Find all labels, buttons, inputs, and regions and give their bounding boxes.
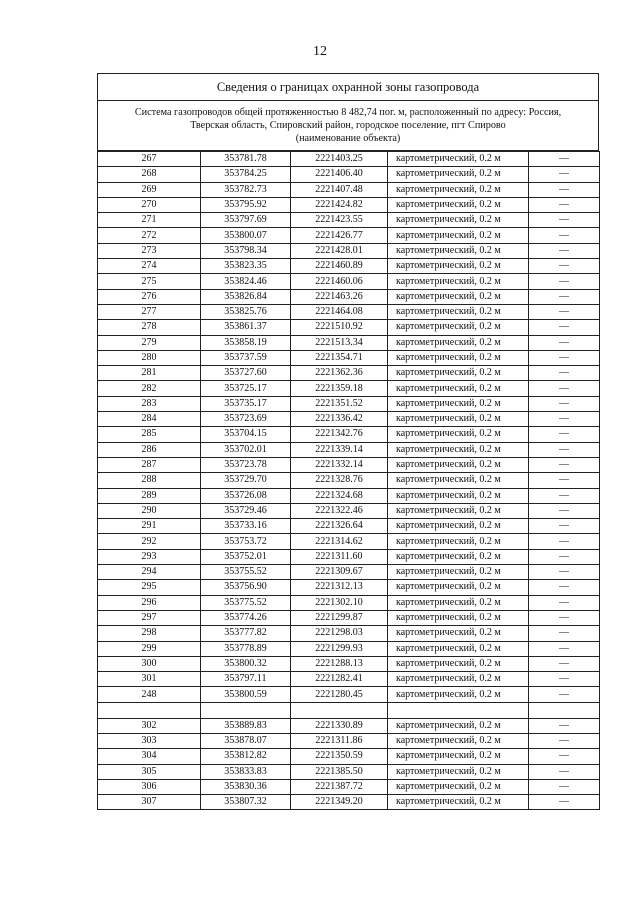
object-description xyxy=(97,101,599,151)
method-accuracy: картометрический, 0.2 м xyxy=(388,427,529,442)
description: — xyxy=(529,534,600,549)
coordinate-x: 353723.78 xyxy=(201,457,291,472)
point-number: 277 xyxy=(98,304,201,319)
method-accuracy: картометрический, 0.2 м xyxy=(388,565,529,580)
method-accuracy: картометрический, 0.2 м xyxy=(388,672,529,687)
method-accuracy: картометрический, 0.2 м xyxy=(388,228,529,243)
coordinates-table xyxy=(97,151,600,810)
coordinate-y: 2221311.60 xyxy=(291,549,388,564)
method-accuracy: картометрический, 0.2 м xyxy=(388,610,529,625)
table-row xyxy=(98,795,600,810)
point-number: 284 xyxy=(98,412,201,427)
description: — xyxy=(529,228,600,243)
method-accuracy: картометрический, 0.2 м xyxy=(388,641,529,656)
method-accuracy: картометрический, 0.2 м xyxy=(388,213,529,228)
coordinate-x: 353889.83 xyxy=(201,718,291,733)
table-row xyxy=(98,641,600,656)
description: — xyxy=(529,350,600,365)
point-number: 303 xyxy=(98,733,201,748)
table-cell-empty xyxy=(201,702,291,718)
table-row xyxy=(98,412,600,427)
coordinate-y: 2221403.25 xyxy=(291,152,388,167)
point-number: 280 xyxy=(98,350,201,365)
point-number: 281 xyxy=(98,366,201,381)
table-cell-empty xyxy=(529,702,600,718)
point-number: 297 xyxy=(98,610,201,625)
coordinate-y: 2221302.10 xyxy=(291,595,388,610)
description: — xyxy=(529,626,600,641)
table-row xyxy=(98,197,600,212)
coordinate-x: 353833.83 xyxy=(201,764,291,779)
coordinate-y: 2221314.62 xyxy=(291,534,388,549)
method-accuracy: картометрический, 0.2 м xyxy=(388,457,529,472)
coordinate-x: 353723.69 xyxy=(201,412,291,427)
table-row xyxy=(98,289,600,304)
table-row xyxy=(98,580,600,595)
description: — xyxy=(529,656,600,671)
method-accuracy: картометрический, 0.2 м xyxy=(388,167,529,182)
coordinate-y: 2221336.42 xyxy=(291,412,388,427)
description: — xyxy=(529,427,600,442)
table-row xyxy=(98,565,600,580)
coordinate-x: 353861.37 xyxy=(201,320,291,335)
point-number: 276 xyxy=(98,289,201,304)
description: — xyxy=(529,519,600,534)
description: — xyxy=(529,595,600,610)
coordinate-y: 2221309.67 xyxy=(291,565,388,580)
table-row xyxy=(98,381,600,396)
coordinate-y: 2221407.48 xyxy=(291,182,388,197)
coordinate-x: 353702.01 xyxy=(201,442,291,457)
coordinate-x: 353733.16 xyxy=(201,519,291,534)
table-row xyxy=(98,503,600,518)
table-row xyxy=(98,549,600,564)
point-number: 272 xyxy=(98,228,201,243)
description: — xyxy=(529,274,600,289)
coordinate-y: 2221362.36 xyxy=(291,366,388,381)
coordinate-y: 2221354.71 xyxy=(291,350,388,365)
description: — xyxy=(529,488,600,503)
point-number: 274 xyxy=(98,259,201,274)
method-accuracy: картометрический, 0.2 м xyxy=(388,549,529,564)
coordinate-y: 2221463.26 xyxy=(291,289,388,304)
point-number: 304 xyxy=(98,749,201,764)
coordinate-x: 353753.72 xyxy=(201,534,291,549)
point-number: 279 xyxy=(98,335,201,350)
coordinate-y: 2221342.76 xyxy=(291,427,388,442)
method-accuracy: картометрический, 0.2 м xyxy=(388,304,529,319)
point-number: 287 xyxy=(98,457,201,472)
method-accuracy: картометрический, 0.2 м xyxy=(388,320,529,335)
coordinate-y: 2221387.72 xyxy=(291,779,388,794)
method-accuracy: картометрический, 0.2 м xyxy=(388,396,529,411)
coordinate-y: 2221428.01 xyxy=(291,243,388,258)
method-accuracy: картометрический, 0.2 м xyxy=(388,366,529,381)
method-accuracy: картометрический, 0.2 м xyxy=(388,718,529,733)
coordinate-x: 353729.70 xyxy=(201,473,291,488)
table-row xyxy=(98,488,600,503)
table-row xyxy=(98,167,600,182)
method-accuracy: картометрический, 0.2 м xyxy=(388,656,529,671)
description: — xyxy=(529,749,600,764)
method-accuracy: картометрический, 0.2 м xyxy=(388,381,529,396)
method-accuracy: картометрический, 0.2 м xyxy=(388,152,529,167)
description: — xyxy=(529,259,600,274)
description: — xyxy=(529,396,600,411)
coordinate-x: 353825.76 xyxy=(201,304,291,319)
description: — xyxy=(529,167,600,182)
point-number: 267 xyxy=(98,152,201,167)
table-row xyxy=(98,473,600,488)
coordinate-y: 2221299.87 xyxy=(291,610,388,625)
point-number: 270 xyxy=(98,197,201,212)
description: — xyxy=(529,764,600,779)
method-accuracy: картометрический, 0.2 м xyxy=(388,412,529,427)
table-row xyxy=(98,595,600,610)
coordinate-x: 353807.32 xyxy=(201,795,291,810)
coordinate-y: 2221288.13 xyxy=(291,656,388,671)
point-number: 289 xyxy=(98,488,201,503)
method-accuracy: картометрический, 0.2 м xyxy=(388,779,529,794)
table-row xyxy=(98,718,600,733)
table-row xyxy=(98,687,600,702)
table-row xyxy=(98,764,600,779)
coordinate-x: 353878.07 xyxy=(201,733,291,748)
coordinate-x: 353800.59 xyxy=(201,687,291,702)
description: — xyxy=(529,243,600,258)
description: — xyxy=(529,457,600,472)
point-number: 295 xyxy=(98,580,201,595)
coordinate-x: 353704.15 xyxy=(201,427,291,442)
table-row xyxy=(98,672,600,687)
coordinate-x: 353826.84 xyxy=(201,289,291,304)
coordinate-x: 353795.92 xyxy=(201,197,291,212)
point-number: 299 xyxy=(98,641,201,656)
coordinate-x: 353735.17 xyxy=(201,396,291,411)
point-number: 291 xyxy=(98,519,201,534)
coordinate-y: 2221339.14 xyxy=(291,442,388,457)
coordinate-y: 2221298.03 xyxy=(291,626,388,641)
method-accuracy: картометрический, 0.2 м xyxy=(388,243,529,258)
method-accuracy: картометрический, 0.2 м xyxy=(388,580,529,595)
point-number: 307 xyxy=(98,795,201,810)
table-row xyxy=(98,626,600,641)
method-accuracy: картометрический, 0.2 м xyxy=(388,289,529,304)
point-number: 296 xyxy=(98,595,201,610)
coordinate-y: 2221464.08 xyxy=(291,304,388,319)
table-row xyxy=(98,366,600,381)
point-number: 275 xyxy=(98,274,201,289)
coordinate-x: 353756.90 xyxy=(201,580,291,595)
method-accuracy: картометрический, 0.2 м xyxy=(388,764,529,779)
method-accuracy: картометрический, 0.2 м xyxy=(388,259,529,274)
coordinate-y: 2221282.41 xyxy=(291,672,388,687)
coordinate-y: 2221299.93 xyxy=(291,641,388,656)
point-number: 248 xyxy=(98,687,201,702)
coordinate-y: 2221460.06 xyxy=(291,274,388,289)
description: — xyxy=(529,610,600,625)
description: — xyxy=(529,366,600,381)
method-accuracy: картометрический, 0.2 м xyxy=(388,197,529,212)
coordinate-x: 353752.01 xyxy=(201,549,291,564)
coordinate-x: 353824.46 xyxy=(201,274,291,289)
coordinate-x: 353781.78 xyxy=(201,152,291,167)
coordinate-y: 2221280.45 xyxy=(291,687,388,702)
method-accuracy: картометрический, 0.2 м xyxy=(388,626,529,641)
coordinate-y: 2221460.89 xyxy=(291,259,388,274)
table-row xyxy=(98,243,600,258)
table-row xyxy=(98,442,600,457)
object-description-line-2: Тверская область, Спировский район, городское поселение, пгт Спирово xyxy=(190,120,506,131)
point-number: 271 xyxy=(98,213,201,228)
description: — xyxy=(529,197,600,212)
description: — xyxy=(529,473,600,488)
table-cell-empty xyxy=(98,702,201,718)
table-row xyxy=(98,182,600,197)
table-row xyxy=(98,749,600,764)
coordinate-x: 353727.60 xyxy=(201,366,291,381)
table-row-empty xyxy=(98,702,600,718)
coordinate-y: 2221330.89 xyxy=(291,718,388,733)
description: — xyxy=(529,213,600,228)
point-number: 288 xyxy=(98,473,201,488)
table-row xyxy=(98,350,600,365)
coordinate-y: 2221424.82 xyxy=(291,197,388,212)
point-number: 278 xyxy=(98,320,201,335)
coordinate-y: 2221311.86 xyxy=(291,733,388,748)
coordinate-x: 353823.35 xyxy=(201,259,291,274)
point-number: 269 xyxy=(98,182,201,197)
table-row xyxy=(98,152,600,167)
coordinate-x: 353737.59 xyxy=(201,350,291,365)
description: — xyxy=(529,641,600,656)
coordinate-y: 2221385.50 xyxy=(291,764,388,779)
coordinate-y: 2221510.92 xyxy=(291,320,388,335)
method-accuracy: картометрический, 0.2 м xyxy=(388,473,529,488)
coordinate-y: 2221349.20 xyxy=(291,795,388,810)
description: — xyxy=(529,152,600,167)
object-description-line-1: Система газопроводов общей протяженностью 8 482,74 пог. м, расположенный по адресу: Россия, xyxy=(134,107,562,118)
table-row xyxy=(98,779,600,794)
point-number: 283 xyxy=(98,396,201,411)
table-row xyxy=(98,519,600,534)
coordinate-x: 353782.73 xyxy=(201,182,291,197)
point-number: 292 xyxy=(98,534,201,549)
description: — xyxy=(529,381,600,396)
table-row xyxy=(98,274,600,289)
coordinate-x: 353775.52 xyxy=(201,595,291,610)
coordinate-x: 353858.19 xyxy=(201,335,291,350)
method-accuracy: картометрический, 0.2 м xyxy=(388,335,529,350)
table-row xyxy=(98,457,600,472)
table-row xyxy=(98,320,600,335)
description: — xyxy=(529,672,600,687)
description: — xyxy=(529,549,600,564)
table-row xyxy=(98,213,600,228)
description: — xyxy=(529,412,600,427)
table-row xyxy=(98,610,600,625)
coordinate-x: 353777.82 xyxy=(201,626,291,641)
coordinate-y: 2221332.14 xyxy=(291,457,388,472)
table-cell-empty xyxy=(388,702,529,718)
table-row xyxy=(98,228,600,243)
point-number: 294 xyxy=(98,565,201,580)
coordinate-y: 2221322.46 xyxy=(291,503,388,518)
coordinate-y: 2221359.18 xyxy=(291,381,388,396)
coordinate-x: 353755.52 xyxy=(201,565,291,580)
description: — xyxy=(529,503,600,518)
description: — xyxy=(529,795,600,810)
table-row xyxy=(98,427,600,442)
coordinate-x: 353774.26 xyxy=(201,610,291,625)
method-accuracy: картометрический, 0.2 м xyxy=(388,534,529,549)
table-row xyxy=(98,259,600,274)
method-accuracy: картометрический, 0.2 м xyxy=(388,350,529,365)
point-number: 300 xyxy=(98,656,201,671)
coordinate-y: 2221513.34 xyxy=(291,335,388,350)
method-accuracy: картометрический, 0.2 м xyxy=(388,442,529,457)
description: — xyxy=(529,779,600,794)
coordinate-y: 2221350.59 xyxy=(291,749,388,764)
table-cell-empty xyxy=(291,702,388,718)
description: — xyxy=(529,304,600,319)
coordinate-y: 2221426.77 xyxy=(291,228,388,243)
coordinate-x: 353800.07 xyxy=(201,228,291,243)
method-accuracy: картометрический, 0.2 м xyxy=(388,274,529,289)
description: — xyxy=(529,320,600,335)
table-row xyxy=(98,733,600,748)
page-number: 12 xyxy=(313,44,327,59)
table-row xyxy=(98,396,600,411)
point-number: 290 xyxy=(98,503,201,518)
table-row xyxy=(98,304,600,319)
description: — xyxy=(529,580,600,595)
coordinate-x: 353784.25 xyxy=(201,167,291,182)
coordinate-x: 353798.34 xyxy=(201,243,291,258)
point-number: 268 xyxy=(98,167,201,182)
coordinate-y: 2221328.76 xyxy=(291,473,388,488)
method-accuracy: картометрический, 0.2 м xyxy=(388,182,529,197)
point-number: 302 xyxy=(98,718,201,733)
method-accuracy: картометрический, 0.2 м xyxy=(388,595,529,610)
method-accuracy: картометрический, 0.2 м xyxy=(388,795,529,810)
coordinate-x: 353725.17 xyxy=(201,381,291,396)
coordinate-x: 353729.46 xyxy=(201,503,291,518)
description: — xyxy=(529,442,600,457)
point-number: 286 xyxy=(98,442,201,457)
method-accuracy: картометрический, 0.2 м xyxy=(388,488,529,503)
coordinate-y: 2221326.64 xyxy=(291,519,388,534)
coordinate-y: 2221351.52 xyxy=(291,396,388,411)
document-body xyxy=(97,73,599,810)
description: — xyxy=(529,335,600,350)
coordinate-x: 353797.69 xyxy=(201,213,291,228)
coordinate-y: 2221312.13 xyxy=(291,580,388,595)
coordinate-y: 2221324.68 xyxy=(291,488,388,503)
coordinate-x: 353726.08 xyxy=(201,488,291,503)
description: — xyxy=(529,565,600,580)
description: — xyxy=(529,687,600,702)
table-row xyxy=(98,656,600,671)
coordinate-x: 353797.11 xyxy=(201,672,291,687)
method-accuracy: картометрический, 0.2 м xyxy=(388,749,529,764)
point-number: 273 xyxy=(98,243,201,258)
method-accuracy: картометрический, 0.2 м xyxy=(388,733,529,748)
coordinate-y: 2221406.40 xyxy=(291,167,388,182)
coordinate-x: 353830.36 xyxy=(201,779,291,794)
method-accuracy: картометрический, 0.2 м xyxy=(388,519,529,534)
description: — xyxy=(529,182,600,197)
description: — xyxy=(529,289,600,304)
coordinate-x: 353800.32 xyxy=(201,656,291,671)
point-number: 285 xyxy=(98,427,201,442)
method-accuracy: картометрический, 0.2 м xyxy=(388,503,529,518)
point-number: 298 xyxy=(98,626,201,641)
table-row xyxy=(98,534,600,549)
description: — xyxy=(529,733,600,748)
method-accuracy: картометрический, 0.2 м xyxy=(388,687,529,702)
table-row xyxy=(98,335,600,350)
coordinate-x: 353812.82 xyxy=(201,749,291,764)
point-number: 306 xyxy=(98,779,201,794)
point-number: 293 xyxy=(98,549,201,564)
description: — xyxy=(529,718,600,733)
point-number: 282 xyxy=(98,381,201,396)
point-number: 301 xyxy=(98,672,201,687)
table-title: Сведения о границах охранной зоны газопровода xyxy=(97,73,599,101)
coordinate-x: 353778.89 xyxy=(201,641,291,656)
point-number: 305 xyxy=(98,764,201,779)
coordinate-y: 2221423.55 xyxy=(291,213,388,228)
object-name-caption: (наименование объекта) xyxy=(295,133,401,144)
